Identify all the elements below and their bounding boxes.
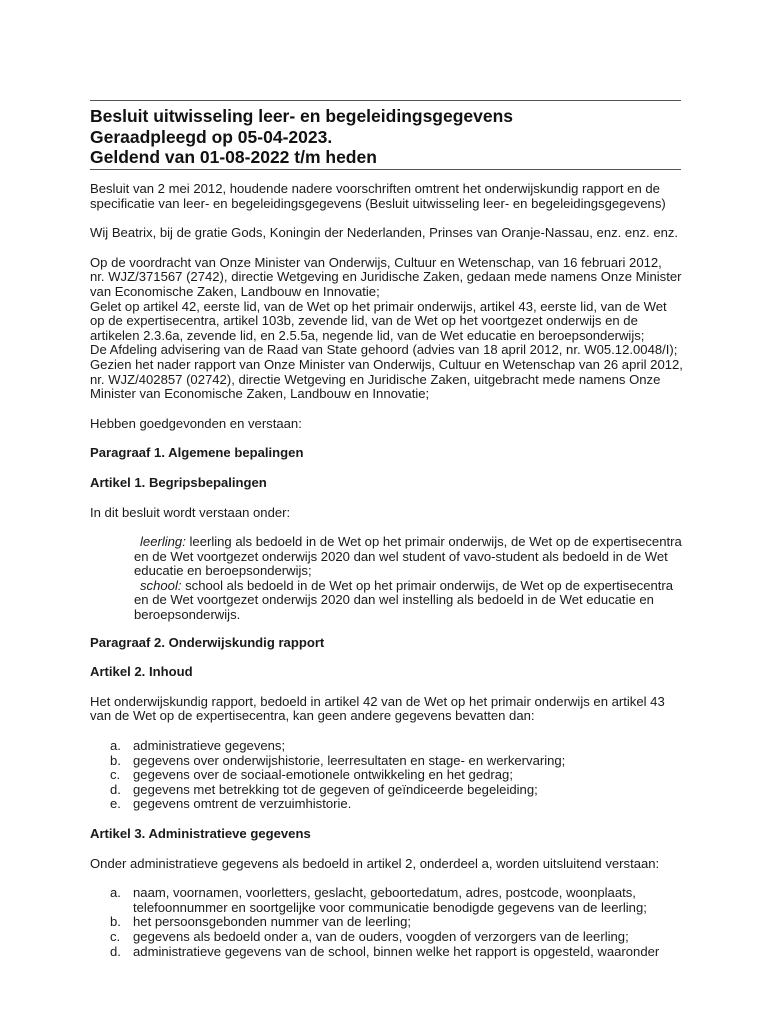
consideration-line: nr. WJZ/402857 (02742), directie Wetgeving en Juridische Zaken, uitgebracht mede namens Onze	[90, 371, 661, 387]
intro-line-2: specificatie van leer- en begeleidingsgegevens (Besluit uitwisseling leer- en begeleidingsgegevens)	[90, 195, 666, 211]
list-text: gegevens met betrekking tot de gegeven of geïndiceerde begeleiding;	[133, 781, 538, 797]
list-text: gegevens omtrent de verzuimhistorie.	[133, 796, 352, 812]
list-item	[90, 797, 690, 812]
definitions	[90, 535, 690, 623]
definition-line: beroepsonderwijs.	[134, 607, 241, 623]
intro-line-1: Besluit van 2 mei 2012, houdende nadere voorschriften omtrent het onderwijskundig rapport en de	[90, 181, 660, 196]
list-item	[90, 768, 690, 783]
consideration-line: Gelet op artikel 42, eerste lid, van de Wet op het primair onderwijs, artikel 43, eerste lid, van de Wet	[90, 298, 667, 314]
consideration-line: op de expertisecentra, artikel 103b, zevende lid, van de Wet op het voortgezet onderwijs en de	[90, 313, 638, 329]
list-text: administratieve gegevens;	[133, 738, 286, 754]
consideration-line: artikelen 2.3.6a, zevende lid, en 2.5.5a, negende lid, van de Wet educatie en beroepsonderwijs;	[90, 327, 645, 343]
list-marker: a.	[110, 885, 121, 901]
term-leerling: leerling:	[140, 534, 186, 550]
consideration-line: De Afdeling advisering van de Raad van State gehoord (advies van 18 april 2012, nr. W05.12.0048/I);	[90, 342, 678, 358]
definition-leerling	[134, 535, 690, 550]
title-line-1: Besluit uitwisseling leer- en begeleidingsgegevens	[90, 106, 514, 126]
list-marker: d.	[110, 943, 121, 959]
list-text: het persoonsgebonden nummer van de leerling;	[133, 914, 412, 930]
artikel-3-heading: Artikel 3. Administratieve gegevens	[90, 826, 311, 841]
consideration-line: nr. WJZ/371567 (2742), directie Wetgeving en Juridische Zaken, gedaan mede namens Onze Minister	[90, 269, 682, 285]
document-title	[90, 106, 690, 168]
list-item	[90, 945, 690, 960]
list-text: gegevens als bedoeld onder a, van de ouders, voogden of verzorgers van de leerling;	[133, 928, 629, 944]
paragraaf-1-heading: Paragraaf 1. Algemene bepalingen	[90, 445, 304, 461]
list-text: telefoonnummer en soortgelijke voor communicatie benodigde gegevens van de leerling;	[133, 899, 647, 915]
title-line-3: Geldend van 01-08-2022 t/m heden	[90, 147, 377, 167]
list-text: gegevens over de sociaal-emotionele ontwikkeling en het gedrag;	[133, 767, 513, 783]
considerations	[90, 256, 690, 402]
list-item	[90, 930, 690, 945]
definition-line: en de Wet voortgezet onderwijs 2020 dan wel student of vavo-student als bedoeld in de Wet	[134, 548, 668, 564]
hebben-line: Hebben goedgevonden en verstaan:	[90, 415, 302, 431]
artikel-3-intro: Onder administratieve gegevens als bedoeld in artikel 2, onderdeel a, worden uitsluitend verstaan:	[90, 855, 660, 871]
definition-line: educatie en beroepsonderwijs;	[134, 563, 312, 579]
paragraaf-2-heading: Paragraaf 2. Onderwijskundig rapport	[90, 634, 325, 650]
definition-text: leerling als bedoeld in de Wet op het primair onderwijs, de Wet op de expertisecentra	[185, 534, 682, 550]
list-marker: b.	[110, 752, 121, 768]
top-rule	[90, 100, 681, 101]
consideration-line: Gezien het nader rapport van Onze Minister van Onderwijs, Cultuur en Wetenschap van 26 april 2012,	[90, 356, 683, 372]
list-marker: e.	[110, 796, 121, 812]
artikel-2-heading: Artikel 2. Inhoud	[90, 664, 193, 680]
definition-school	[134, 579, 690, 594]
list-marker: c.	[110, 928, 121, 944]
list-item	[90, 886, 690, 915]
artikel-2-list	[90, 739, 690, 812]
artikel-1-intro: In dit besluit wordt verstaan onder:	[90, 504, 291, 520]
consideration-line: Op de voordracht van Onze Minister van Onderwijs, Cultuur en Wetenschap, van 16 februari 2012,	[90, 254, 662, 270]
list-item	[90, 915, 690, 930]
list-item	[90, 783, 690, 798]
list-marker: b.	[110, 914, 121, 930]
list-marker: d.	[110, 781, 121, 797]
list-item	[90, 739, 690, 754]
document-body	[90, 182, 690, 959]
consideration-line: van Economische Zaken, Landbouw en Innovatie;	[90, 283, 380, 299]
list-text: naam, voornamen, voorletters, geslacht, geboortedatum, adres, postcode, woonplaats,	[133, 885, 636, 901]
consideration-line: Minister van Economische Zaken, Landbouw en Innovatie;	[90, 386, 430, 402]
bottom-rule	[90, 169, 681, 170]
beatrix-line: Wij Beatrix, bij de gratie Gods, Koningin der Nederlanden, Prinses van Oranje-Nassau, enz. enz. enz.	[90, 225, 679, 241]
definition-text: school als bedoeld in de Wet op het primair onderwijs, de Wet op de expertisecentra	[181, 577, 674, 593]
list-text: gegevens over onderwijshistorie, leerresultaten en stage- en werkervaring;	[133, 752, 566, 768]
list-marker: a.	[110, 738, 121, 754]
artikel-3-list	[90, 886, 690, 959]
list-marker: c.	[110, 767, 121, 783]
term-school: school:	[140, 577, 182, 593]
title-line-2: Geraadpleegd op 05-04-2023.	[90, 126, 333, 147]
definition-line: en de Wet voortgezet onderwijs 2020 dan wel instelling als bedoeld in de Wet educatie en	[134, 592, 654, 608]
artikel-1-heading: Artikel 1. Begripsbepalingen	[90, 474, 267, 490]
list-item	[90, 754, 690, 769]
list-text: administratieve gegevens van de school, binnen welke het rapport is opgesteld, waaronder	[133, 943, 660, 959]
artikel-2-intro-line-2: van de Wet op de expertisecentra, kan geen andere gegevens bevatten dan:	[90, 708, 535, 724]
artikel-2-intro-line-1: Het onderwijskundig rapport, bedoeld in artikel 42 van de Wet op het primair onderwijs en artikel 43	[90, 693, 665, 709]
